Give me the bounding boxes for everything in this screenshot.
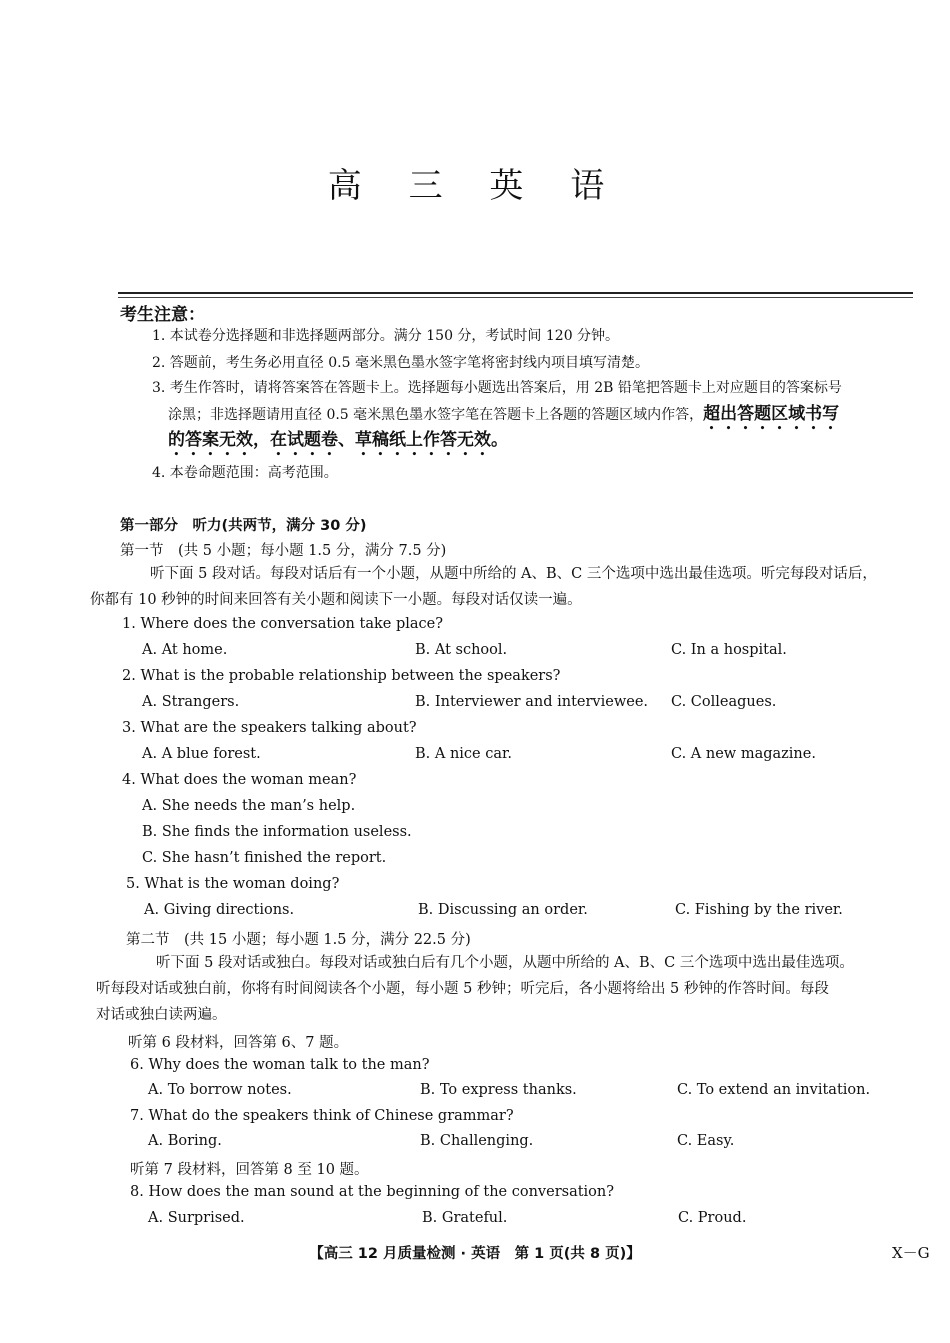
section1-heading: 第一节 (共 5 小题；每小题 1.5 分，满分 7.5 分) [120,543,447,559]
section2-instr-line-1: 听下面 5 段对话或独白。每段对话或独白后有几个小题，从题中所给的 A、B、C 三个选项中选出最佳选项。 [156,955,854,971]
q7-option-a: A. Boring. [148,1133,222,1149]
question-8: 8. How does the man sound at the beginning of the conversation? [130,1184,615,1200]
q1-option-a: A. At home. [142,642,228,658]
notice-item-3-plain: 涂黑；非选择题请用直径 0.5 毫米黑色墨水签字笔在答题卡上各题的答题区域内作答， [168,407,704,423]
question-2: 2. What is the probable relationship between the speakers? [122,668,561,684]
q7-option-b: B. Challenging. [420,1133,534,1149]
q8-option-c: C. Proud. [678,1210,747,1226]
q5-option-c: C. Fishing by the river. [675,902,843,918]
notice-item-3-emphasis-c: 在试题卷、草稿纸上作答无效。 [270,430,508,450]
question-3: 3. What are the speakers talking about? [122,720,417,736]
part1-heading: 第一部分 听力(共两节，满分 30 分) [120,518,367,534]
notice-item-3-emphasis-a: 超出答题区域书写 [703,404,840,424]
q1-option-b: B. At school. [415,642,508,658]
q3-option-c: C. A new magazine. [671,746,816,762]
notice-item-1: 1. 本试卷分选择题和非选择题两部分。满分 150 分，考试时间 120 分钟。 [152,328,620,344]
material-7-note: 听第 7 段材料，回答第 8 至 10 题。 [130,1162,369,1178]
q8-option-b: B. Grateful. [422,1210,508,1226]
paper-code: X－G [892,1244,930,1262]
section2-instructions [96,950,936,1028]
notice-item-3-line-3 [168,430,508,460]
notice-item-3-emphasis-b: 的答案无效， [168,430,270,450]
q2-option-b: B. Interviewer and interviewee. [415,694,649,710]
q3-option-a: A. A blue forest. [142,746,261,762]
question-4: 4. What does the woman mean? [122,772,357,788]
q2-option-a: A. Strangers. [142,694,240,710]
q6-option-c: C. To extend an invitation. [677,1082,871,1098]
question-5: 5. What is the woman doing? [126,876,340,892]
notice-heading: 考生注意： [120,305,205,325]
section2-heading: 第二节 (共 15 小题；每小题 1.5 分，满分 22.5 分) [126,932,471,948]
q2-option-c: C. Colleagues. [671,694,777,710]
section2-instr-line-3: 对话或独白读两遍。 [96,1007,227,1023]
notice-item-3-line-1: 3. 考生作答时，请将答案答在答题卡上。选择题每小题选出答案后，用 2B 铅笔把答题卡上对应题目的答案标号 [152,380,842,396]
header-divider [118,292,913,294]
notice-item-4: 4. 本卷命题范围：高考范围。 [152,465,338,481]
section1-instr-line-2: 你都有 10 秒钟的时间来回答有关小题和阅读下一小题。每段对话仅读一遍。 [90,592,582,608]
q1-option-c: C. In a hospital. [671,642,787,658]
question-6: 6. Why does the woman talk to the man? [130,1057,430,1073]
question-1: 1. Where does the conversation take place? [122,616,443,632]
q3-option-b: B. A nice car. [415,746,512,762]
question-7: 7. What do the speakers think of Chinese grammar? [130,1108,514,1124]
q4-option-a: A. She needs the man’s help. [142,798,356,814]
q7-option-c: C. Easy. [677,1133,735,1149]
q4-option-b: B. She finds the information useless. [142,824,412,840]
header-divider-thin [118,297,913,298]
notice-item-2: 2. 答题前，考生务必用直径 0.5 毫米黑色墨水签字笔将密封线内项目填写清楚。 [152,355,649,371]
section1-instructions [90,561,935,613]
q5-option-a: A. Giving directions. [144,902,295,918]
q6-option-b: B. To express thanks. [420,1082,577,1098]
section2-instr-line-2: 听每段对话或独白前，你将有时间阅读各个小题，每小题 5 秒钟；听完后，各小题将给出 5 秒钟的作答时间。每段 [96,981,829,997]
q8-option-a: A. Surprised. [148,1210,245,1226]
page-title: 高 三 英 语 [327,166,623,206]
section1-instr-line-1: 听下面 5 段对话。每段对话后有一个小题，从题中所给的 A、B、C 三个选项中选出最佳选项。听完每段对话后， [150,566,877,582]
material-6-note: 听第 6 段材料，回答第 6、7 题。 [128,1035,349,1051]
q6-option-a: A. To borrow notes. [148,1082,292,1098]
q4-option-c: C. She hasn’t finished the report. [142,850,387,866]
page-footer: 【高三 12 月质量检测 · 英语 第 1 页(共 8 页)】 [309,1246,641,1262]
q5-option-b: B. Discussing an order. [418,902,588,918]
